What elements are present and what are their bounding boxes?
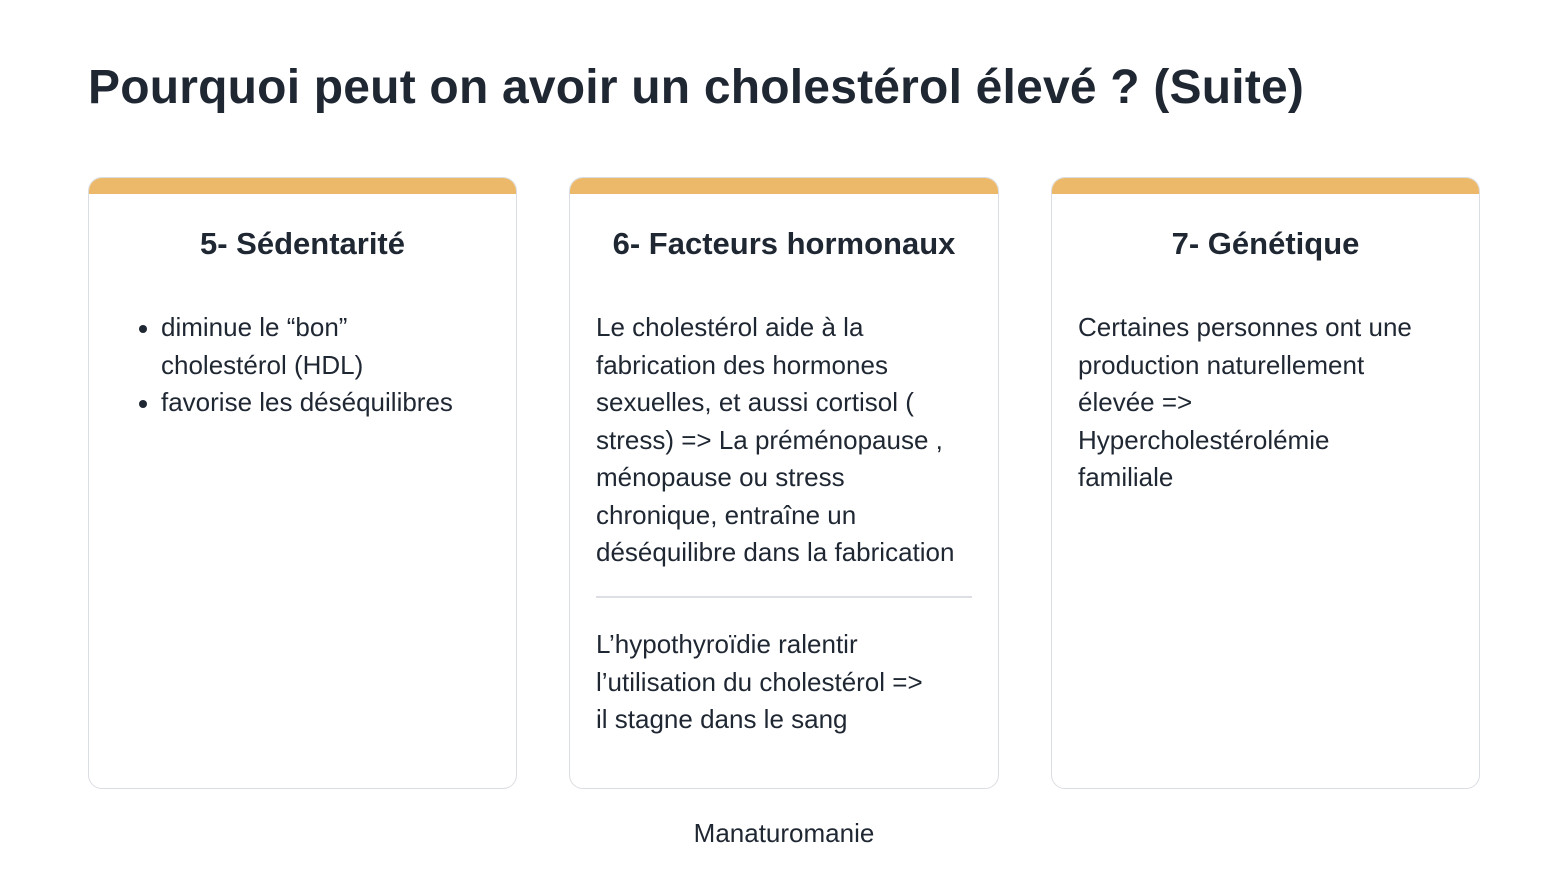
text-line: familiale (1078, 462, 1174, 492)
text-line: l’utilisation du cholestérol => (596, 666, 923, 697)
divider (596, 596, 972, 598)
card-title: 6- Facteurs hormonaux (612, 226, 956, 261)
text-line: sexuelles, et aussi cortisol ( (596, 387, 914, 417)
text-line: déséquilibre dans la fabrication (596, 537, 955, 567)
footer-brand: Manaturomanie (693, 818, 875, 848)
card-text-secondary (596, 626, 992, 739)
text-line: il stagne dans le sang (596, 704, 848, 734)
text-line: L’hypothyroïdie ralentir (596, 629, 858, 659)
text-line: fabrication des hormones (596, 349, 888, 380)
list-item (161, 384, 510, 422)
text-line: élevée => (1078, 387, 1193, 417)
text-line: Hypercholestérolémie (1078, 424, 1330, 455)
text-line: production naturellement (1078, 349, 1365, 380)
card-text (1078, 309, 1473, 497)
page-title: Pourquoi peut on avoir un cholestérol élevé ? (Suite) (88, 61, 1305, 114)
card-facteurs-hormonaux (569, 177, 999, 789)
text-line: stress) => La préménopause , (596, 424, 943, 455)
card-title: 7- Génétique (1171, 226, 1360, 261)
card-sedentarite (88, 177, 517, 789)
card-genetique (1051, 177, 1480, 789)
bullet-line: cholestérol (HDL) (161, 349, 364, 380)
text-line: chronique, entraîne un (596, 499, 857, 530)
bullet-list (115, 309, 510, 422)
bullet-line: diminue le “bon” (161, 312, 348, 342)
card-title: 5- Sédentarité (199, 226, 405, 261)
text-line: ménopause ou stress (596, 462, 845, 492)
list-item (161, 309, 510, 384)
text-line: Le cholestérol aide à la (596, 312, 864, 342)
text-line: Certaines personnes ont une (1078, 312, 1412, 342)
card-text (596, 309, 992, 572)
bullet-line: favorise les déséquilibres (161, 387, 453, 417)
